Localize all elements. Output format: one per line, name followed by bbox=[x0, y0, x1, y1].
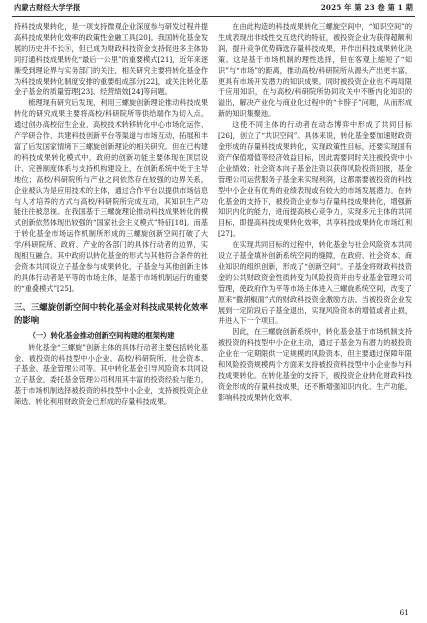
page-number: 61 bbox=[399, 608, 409, 617]
right-column bbox=[218, 22, 412, 404]
body-paragraph: 转化基金“三螺旋”创新主体的具体行动者主要包括转化基金、被投资的科技型中小企业、高校/科研院所、社会资本、子基金、基金管理公司等。其中转化基金引导风险资本共同设立子基金，委托基金管理公司利用其丰富的投资经验与能力，基于市场机制选择被投资的科技型中小企业，支持被投资企业筛选、转化利用财政资金已形成的存量科技成果。 bbox=[14, 342, 208, 407]
left-column bbox=[14, 22, 208, 408]
running-header-issue: 2025 年 第 23 卷 第 1 期 bbox=[320, 3, 413, 12]
running-header-journal: 内蒙古财经大学学报 bbox=[14, 3, 81, 12]
body-paragraph: 持科技成果转化，是一项支持微观企业深度参与研发过程并提高科技成果转化效率的政策性金融工具[20]。我国转化基金发展的历史并不长⑧，但已成为财政科技资金支持促进多主体协同打通科技成果转化“最后一公里”的重要模式[21]，近年来逐渐受到理论界与实务部门的关注，相关研究主要将转化基金作为科技成果转化制度安排的重要组成部分[22]，或关注转化基金子基金的质量管理[23]、经营绩效[24]等问题。 bbox=[14, 22, 208, 97]
section-heading: 三、三螺旋创新空间中转化基金对科技成果转化效率的影响 bbox=[14, 301, 208, 325]
body-paragraph: 梳理现有研究后发现，利用三螺旋创新理论推动科技成果转化的研究成果主要将高校/科研院所等供给端作为切入点。通过创办高校衍生企业、高校技术转移转化中心市场化运作、产学研合作、共建科技创新平台等渠道与市场互动，拓展和丰富了后发国家情境下三螺旋创新理论的相关研究。但在已构建的科技成果转化模式中，政府的创新功能主要体现在顶层设计、完善制度体系与支持机构建设上，在创新系统中处于主导地位；高校/科研院所与产业之间依然存在较强的边界关系，企业被认为是应用技术的主体，通过合作平台以提供市场信息与人才培养的方式与高校/科研院所完成互动，其知识生产功能往往被忽视。在我国基于三螺旋理论推动科技成果转化的模式创新依然体现出较强的“国家社会主义模式”特征[18]。而基于转化基金市场运作机制所形成的三螺旋创新空间打破了大学/科研院所、政府、产业的各部门的具体行动者的边界，实现相互融合。其中政府以转化基金的形式与其他符合条件的社会资本共同设立子基金参与成果转化，子基金与其他创新主体的具体行动者是平等的市场主体，是基于市场机制运行的重要的“重叠模式”[25]。 bbox=[14, 98, 208, 293]
subsection-heading: （一）转化基金推动创新空间构建的框架构建 bbox=[28, 330, 175, 340]
body-paragraph: 在实现共同目标的过程中，转化基金与社会风险资本共同设立子基金填补创新系统空间的缝隙，在政府、社会资本、商业知识的组织创新，形成了“创新空间”。子基金将财政科技资金的公共财政资金性质转变为风险投资并由专业基金管理公司管理，使政府作为平等市场主体进入三螺旋系统空间，改变了原来“撒胡椒面”式的财政科技资金激励方法。当被投资企业发展到一定阶段后子基金退出，实现风险资本的增值或者止损，并进入下一个项目。 bbox=[218, 240, 412, 326]
body-paragraph: 因此，在三螺旋创新系统中，转化基金基于市场机制支持被投资的科技型中小企业主动，通过子基金为有潜力的被投资企业在一定期限供一定规模的风险资本，但主要通过保障年限和风险投资规模两个方面来支持被投资科技型中小企业参与科技成果转化。在转化基金的支持下，被投资企业转化财政科技资金形成的存量科技成果，还不断增强知识内化、生产功能，影响科技成果转化效率。 bbox=[218, 327, 412, 402]
body-paragraph: 这使不同主体的行动者在动态博弈中形成了共同目标[26]，创立了“共识空间”。具体来说，转化基金要加速财政资金形成的存量科技成果转化，实现政策性目标，还要实现国有资产保值增值等经济效益目标，因此需要同时关注被投资中小企业绩效；社会资本向子基金注资以获得风险投资回报，基金管理公司运营服务子基金来实现利润，这都需要被投资的科技型中小企业有优秀的业绩表现或有较大的市场发展潜力。在转化基金的支持下，被投资企业参与存量科技成果转化，增强新知识内化的能力，进而提高核心竞争力，实现多元主体的共同目标，即提高科技成果转化效率，共享科技成果转化市场红利[27]。 bbox=[218, 120, 412, 239]
body-paragraph: 在由此构造的科技成果转化三螺旋空间中，“知识空间”的生成表现出非线性交互迭代的特征，被投资企业为获得超额利润，提升竞争优势筛选存量科技成果，并作出科技成果转化决策。这是基于市场机制的理性选择，但在客观上缩短了“知识”与“市场”的距离，推动高校/科研院所从源头产出更丰富，更具有市场开发潜力的知识成果。同时被投资企业也不再局限于应用知识，在与高校/科研院所协同攻关中不断内化知识的溢出，解决产业化与商业化过程中的“卡脖子”问题，从而形成新的知识集聚池。 bbox=[218, 22, 412, 119]
header-rule bbox=[12, 16, 415, 17]
